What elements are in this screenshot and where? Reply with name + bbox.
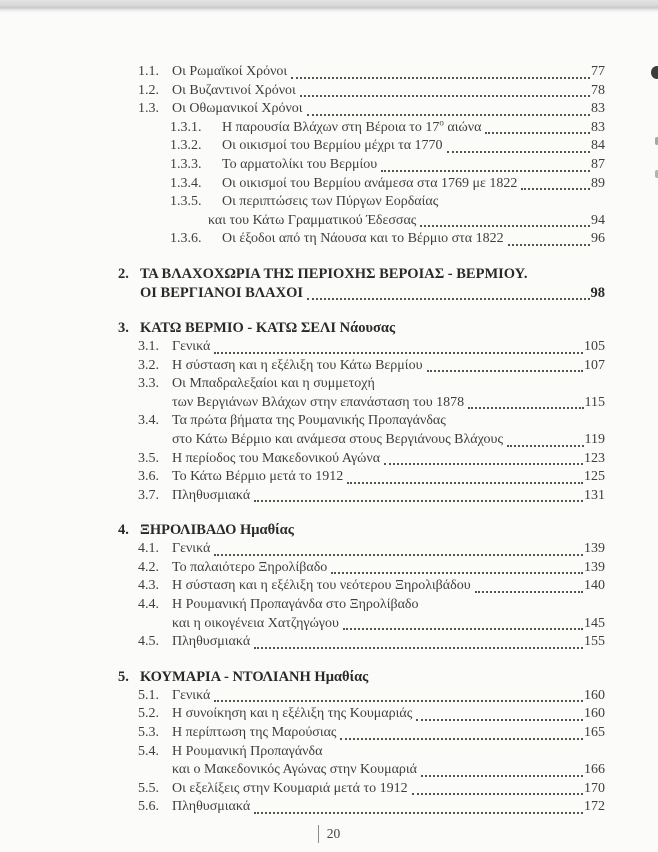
entry-number: 4.2. [138, 559, 159, 575]
toc-entry [118, 193, 605, 212]
toc-entry [118, 633, 605, 652]
dot-leader [508, 244, 590, 246]
toc-section-3 [118, 521, 605, 652]
entry-text: των Βεργιάνων Βλάχων στην επανάσταση του 1878 [172, 394, 465, 410]
dot-leader [214, 554, 583, 556]
toc-entry [118, 487, 605, 506]
entry-text: Οι Οθωμανικοί Χρόνοι [172, 101, 303, 117]
entry-page-number: 84 [591, 138, 605, 154]
chapter-title: ΟΙ ΒΕΡΓΙΑΝΟΙ ΒΛΑΧΟΙ [140, 284, 304, 301]
toc-entry [118, 394, 605, 413]
entry-number: 5.6. [138, 799, 159, 815]
dot-leader [427, 370, 584, 372]
dot-leader [214, 352, 583, 354]
entry-text: και ο Μακεδονικός Αγώνας στην Κουμαριά [172, 762, 418, 778]
entry-number: 3.5. [138, 450, 159, 466]
toc-entry [118, 63, 605, 82]
toc-entry [118, 212, 605, 231]
entry-text: Γενικά [172, 338, 211, 354]
entry-number: 1.3.1. [170, 119, 202, 135]
dot-leader [254, 500, 583, 502]
dot-leader [254, 812, 583, 814]
entry-page-number: 83 [591, 119, 605, 135]
entry-number: 5.3. [138, 725, 159, 741]
dot-leader [521, 188, 590, 190]
entry-page-number: 123 [584, 450, 605, 466]
entry-text: Οι εξελίξεις στην Κουμαριά μετά το 1912 [172, 780, 408, 796]
entry-text [222, 119, 481, 138]
text-segment: Η παρουσία Βλάχων στη Βέροια το 17 [222, 119, 440, 135]
dot-leader [300, 95, 590, 97]
dot-leader [384, 463, 583, 465]
dot-leader [340, 738, 583, 740]
entry-page-number: 83 [591, 101, 605, 117]
entry-number: 3.1. [138, 338, 159, 354]
entry-number: 3.2. [138, 357, 159, 373]
entry-page-number: 77 [591, 64, 605, 79]
dot-leader [468, 407, 583, 409]
entry-number: 1.2. [138, 82, 159, 98]
entry-page-number: 160 [584, 706, 605, 722]
entry-text: Οι Βυζαντινοί Χρόνοι [172, 82, 296, 98]
entry-page-number: 94 [591, 212, 605, 228]
chapter-title: ΤΑ ΒΛΑΧΟΧΩΡΙΑ ΤΗΣ ΠΕΡΙΟΧΗΣ ΒΕΡΟΙΑΣ - ΒΕΡΜΙΟΥ. [140, 265, 528, 282]
entry-page-number: 139 [584, 541, 605, 557]
toc-entry [118, 137, 605, 156]
entry-page-number: 125 [584, 469, 605, 485]
toc-entry [118, 743, 605, 762]
toc-entry [118, 357, 605, 376]
toc-entry [118, 687, 605, 706]
entry-page-number: 89 [591, 175, 605, 191]
entry-number: 1.3.3. [170, 156, 202, 172]
entry-text: Το αρματολίκι του Βερμίου [222, 156, 378, 172]
dot-leader [447, 151, 590, 153]
dot-leader [291, 77, 590, 79]
toc-entry [118, 450, 605, 469]
entry-text: Γενικά [172, 687, 211, 703]
entry-text: Η περίπτωση της Μαρούσιας [172, 725, 337, 741]
toc-entry [118, 119, 605, 138]
dot-leader [485, 132, 590, 134]
toc-entry [118, 596, 605, 615]
dot-leader [307, 298, 589, 300]
entry-page-number: 139 [584, 559, 605, 575]
entry-page-number: 165 [584, 725, 605, 741]
entry-text: και η οικογένεια Χατζηγώγου [172, 615, 339, 631]
entry-number: 3.4. [138, 413, 159, 429]
toc-section-0 [118, 63, 605, 249]
entry-text: Η Ρουμανική Προπαγάνδα [172, 743, 323, 759]
entry-number: 5.5. [138, 780, 159, 796]
dot-leader [412, 793, 583, 795]
entry-number: 3.7. [138, 487, 159, 503]
entry-number: 1.3.5. [170, 194, 202, 210]
toc-entry [118, 705, 605, 724]
entry-page-number: 170 [584, 780, 605, 796]
toc-entry [118, 82, 605, 101]
dot-leader [331, 572, 583, 574]
entry-number: 4.1. [138, 541, 159, 557]
toc-section-2 [118, 319, 605, 505]
entry-text: Πληθυσμιακά [172, 634, 251, 650]
entry-page-number: 105 [584, 338, 605, 354]
entry-text: Η Ρουμανική Προπαγάνδα στο Ξηρολίβαδο [172, 597, 419, 613]
entry-text: Η σύσταση και η εξέλιξη του νεότερου Ξηρολιβάδου [172, 578, 471, 594]
entry-number: 1.3. [138, 101, 159, 117]
toc-entry [118, 798, 605, 817]
chapter-page-number: 98 [590, 284, 605, 301]
chapter-title: ΚΟΥΜΑΡΙΑ - ΝΤΟΛΙΑΝΗ Ημαθίας [140, 668, 369, 685]
toc-entry [118, 615, 605, 634]
entry-text: Πληθυσμιακά [172, 487, 251, 503]
toc-section-1 [118, 265, 605, 303]
entry-text: Οι Ρωμαϊκοί Χρόνοι [172, 64, 288, 79]
toc-chapter-heading [118, 265, 605, 284]
superscript-text: ο [439, 117, 444, 128]
entry-text: Τα πρώτα βήματα της Ρουμανικής Προπαγάνδας [172, 413, 446, 429]
entry-page-number: 96 [591, 231, 605, 247]
toc-section-4 [118, 668, 605, 817]
entry-number: 1.3.4. [170, 175, 202, 191]
page-bleed-artifact [651, 66, 658, 79]
dot-leader [507, 445, 584, 447]
entry-number: 4.3. [138, 578, 159, 594]
entry-number: 4.5. [138, 634, 159, 650]
page-number: 20 [326, 826, 341, 841]
dot-leader [475, 591, 583, 593]
chapter-number: 4. [118, 522, 129, 539]
entry-page-number: 145 [584, 615, 605, 631]
scan-top-edge [0, 0, 658, 13]
entry-number: 3.3. [138, 376, 159, 392]
dot-leader [381, 170, 590, 172]
toc-entry [118, 175, 605, 194]
chapter-number: 3. [118, 319, 129, 336]
entry-page-number: 131 [584, 487, 605, 503]
entry-text: στο Κάτω Βέρμιο και ανάμεσα στους Βεργιάνους Βλάχους [172, 431, 504, 447]
entry-page-number: 155 [584, 634, 605, 650]
dot-leader [254, 647, 583, 649]
entry-number: 5.1. [138, 687, 159, 703]
toc-entry [118, 230, 605, 249]
toc-entry [118, 559, 605, 578]
toc-entry [118, 156, 605, 175]
entry-number: 1.3.6. [170, 231, 202, 247]
toc-chapter-heading [118, 284, 605, 303]
toc-entry [118, 338, 605, 357]
entry-text: Το Κάτω Βέρμιο μετά το 1912 [172, 469, 344, 485]
entry-text: Πληθυσμιακά [172, 799, 251, 815]
entry-page-number: 166 [584, 762, 605, 778]
entry-text: Οι Μπαδραλεξαίοι και η συμμετοχή [172, 376, 375, 392]
toc-entry [118, 577, 605, 596]
dot-leader [214, 700, 583, 702]
entry-text: Οι περιπτώσεις των Πύργων Εορδαίας [222, 194, 439, 210]
entry-text: Γενικά [172, 541, 211, 557]
entry-page-number: 87 [591, 156, 605, 172]
toc-entry [118, 540, 605, 559]
chapter-number: 2. [118, 265, 129, 282]
entry-page-number: 140 [584, 578, 605, 594]
entry-page-number: 115 [584, 394, 605, 410]
toc-entry [118, 780, 605, 799]
entry-number: 5.4. [138, 743, 159, 759]
dot-leader [420, 225, 590, 227]
entry-number: 4.4. [138, 597, 159, 613]
entry-text: Η σύσταση και η εξέλιξη του Κάτω Βερμίου [172, 357, 423, 373]
chapter-number: 5. [118, 668, 129, 685]
toc-chapter-heading [118, 668, 605, 687]
toc-entry [118, 412, 605, 431]
entry-page-number: 172 [584, 799, 605, 815]
entry-text: Η συνοίκηση και η εξέλιξη της Κουμαριάς [172, 706, 413, 722]
toc-entry [118, 375, 605, 394]
dot-leader [343, 628, 583, 630]
entry-number: 1.1. [138, 64, 159, 79]
entry-number: 5.2. [138, 706, 159, 722]
text-segment: αιώνα [443, 119, 482, 135]
entry-text: και του Κάτω Γραμματικού Έδεσσας [208, 212, 417, 228]
footer-divider-bar [318, 825, 319, 843]
toc-entry [118, 761, 605, 780]
entry-text: Οι έξοδοι από τη Νάουσα και το Βέρμιο στα 1822 [222, 231, 504, 247]
entry-text: Οι οικισμοί του Βερμίου ανάμεσα στα 1769 με 1822 [222, 175, 518, 191]
entry-page-number: 160 [584, 687, 605, 703]
entry-text: Η περίοδος του Μακεδονικού Αγώνα [172, 450, 381, 466]
entry-number: 1.3.2. [170, 138, 202, 154]
chapter-title: ΚΑΤΩ ΒΕΡΜΙΟ - ΚΑΤΩ ΣΕΛΙ Νάουσας [140, 319, 396, 336]
page-footer [0, 825, 658, 843]
dot-leader [347, 482, 583, 484]
toc-chapter-heading [118, 521, 605, 540]
entry-number: 3.6. [138, 469, 159, 485]
entry-text: Οι οικισμοί του Βερμίου μέχρι τα 1770 [222, 138, 443, 154]
entry-page-number: 78 [591, 82, 605, 98]
toc-entry [118, 468, 605, 487]
toc-entry [118, 431, 605, 450]
entry-text: Το παλαιότερο Ξηρολίβαδο [172, 559, 328, 575]
table-of-contents [118, 63, 605, 817]
entry-page-number: 119 [584, 431, 605, 447]
dot-leader [421, 775, 583, 777]
dot-leader [416, 719, 583, 721]
entry-page-number: 107 [584, 357, 605, 373]
chapter-title: ΞΗΡΟΛΙΒΑΔΟ Ημαθίας [140, 522, 294, 539]
toc-chapter-heading [118, 319, 605, 338]
toc-entry [118, 724, 605, 743]
toc-entry [118, 100, 605, 119]
dot-leader [307, 114, 590, 116]
